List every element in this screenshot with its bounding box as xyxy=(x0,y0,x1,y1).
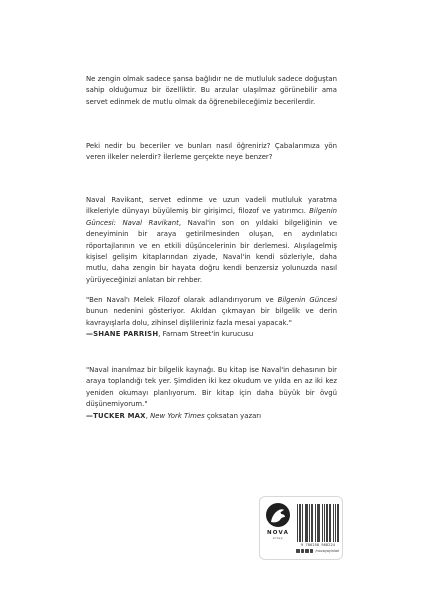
quote-1-text-2: bunun nedenini gösteriyor. Akıldan çıkmayan bir bilgelik ve derin kavrayışlarla dolu, zihinsel dişlileriniz fazla mesai yapacak." xyxy=(86,307,337,327)
publisher-subtitle: kitap xyxy=(273,536,283,540)
intro-paragraph: Ne zengin olmak sadece şansa bağlıdır ne de mutluluk sadece doğuştan sahip olduğumuz bir özelliktir. Bu arzular ulaşılmaz görünebilir ama servet edinmek de mutlu olmak da öğrenebileceğimiz becerilerdir. xyxy=(86,75,337,106)
youtube-icon xyxy=(310,549,314,553)
publisher-name: NOVA xyxy=(266,530,290,536)
quote-tucker-max xyxy=(86,365,337,422)
isbn-number: 9 786258 988224 xyxy=(301,543,335,547)
quote-shane-parrish xyxy=(86,295,337,341)
social-links xyxy=(296,549,340,553)
quote-2-text: "Naval inanılmaz bir bilgelik kaynağı. Bu kitap ise Naval'in dehasının bir araya toplandığı tek yer. Şimdiden iki kez okudum ve yılda en az iki kez yeniden okumayı planlıyorum. Bir kitap için daha büyük bir övgü düşünemiyorum." xyxy=(86,366,337,409)
facebook-icon xyxy=(296,549,300,553)
instagram-icon xyxy=(301,549,305,553)
quote-1-text xyxy=(86,295,337,329)
quote-2-author: —TUCKER MAX xyxy=(86,411,146,420)
nova-logo-icon xyxy=(266,503,290,527)
quote-1-affiliation: , Farnam Street'in kurucusu xyxy=(158,330,254,339)
description-book-title: Bilgenin Güncesi: Naval Ravikant xyxy=(86,207,337,227)
quote-1-text-1: "Ben Naval'ı Melek Filozof olarak adlandırıyorum ve xyxy=(86,296,278,304)
description-text-2: , Naval'in son on yıldaki bilgeliğinin ve deneyiminin bir araya getirilmesinden oluşan, en aydınlatıcı röportajlarının ve en etkili düşüncelerinin bir derlemesi. Alışılagelmiş kişisel gelişim kitaplarından ziyade, Naval'in kendi sözleriyle, daha mutlu, daha zengin bir hayata doğru kendi benzersiz yolunuzda nasıl yürüyeceğinizi anlatan bir rehber. xyxy=(86,218,338,284)
quote-2-affiliation: çoksatan yazarı xyxy=(204,411,262,420)
social-handle: /novayayinlari xyxy=(315,549,340,553)
description-paragraph xyxy=(86,195,337,286)
quote-1-author: —SHANE PARRISH xyxy=(86,330,159,339)
publisher-panel xyxy=(259,496,343,560)
quote-2-publication: New York Times xyxy=(150,411,205,420)
quote-1-book-title: Bilgenin Güncesi xyxy=(277,296,337,304)
quote-2-separator: , xyxy=(145,411,151,420)
description-text-1: Naval Ravikant, servet edinme ve uzun vadeli mutluluk yaratma ilkeleriyle dünyayı büyülemiş bir girişimci, filozof ve yatırımcı. xyxy=(86,196,337,216)
twitter-icon xyxy=(305,549,309,553)
barcode xyxy=(297,504,339,542)
questions-paragraph: Peki nedir bu beceriler ve bunları nasıl öğreniriz? Çabalarımıza yön veren ilkeler nelerdir? İlerleme gerçekte neye benzer? xyxy=(86,142,337,162)
quote-2-attribution xyxy=(86,411,337,422)
quote-1-attribution xyxy=(86,329,337,340)
